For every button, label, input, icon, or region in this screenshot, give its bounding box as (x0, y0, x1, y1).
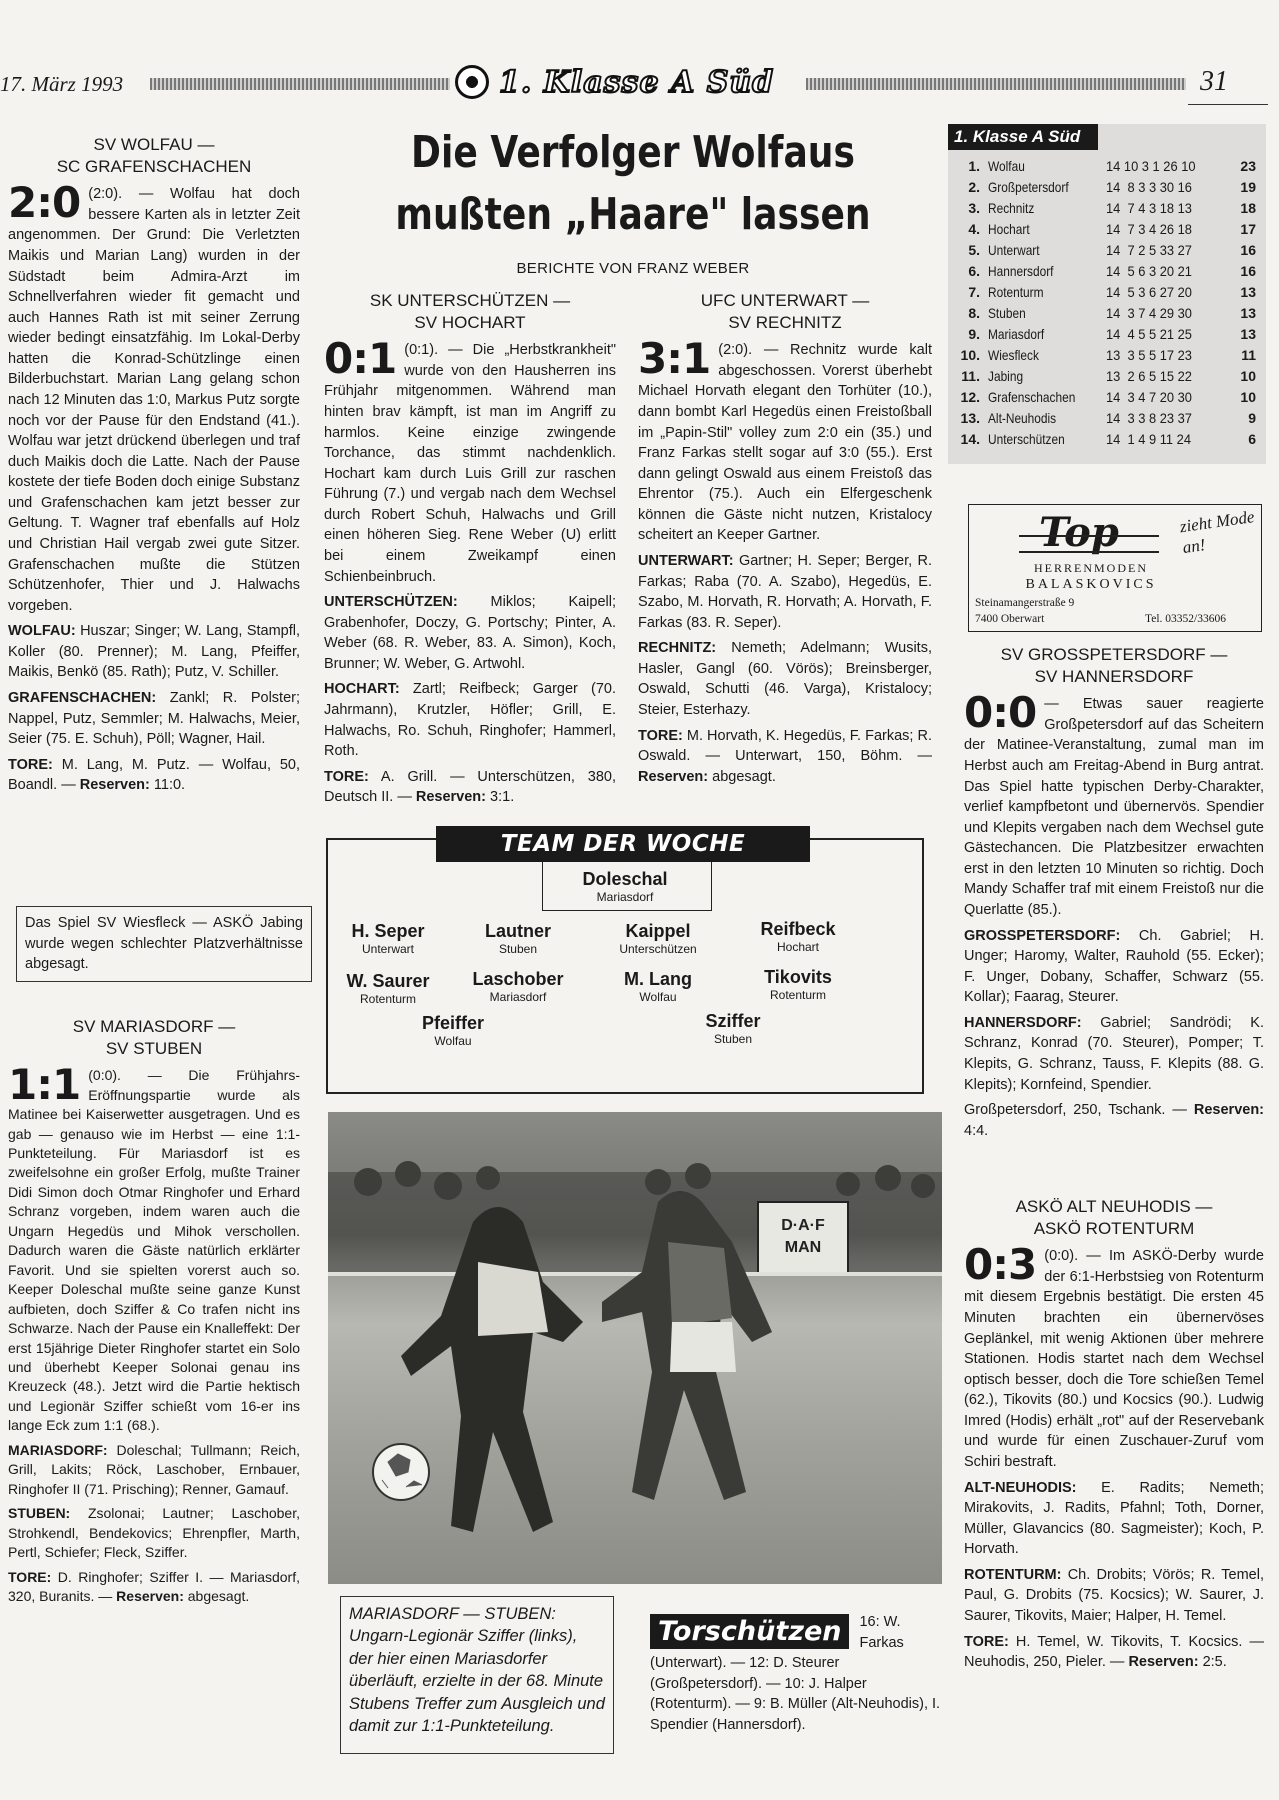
lineup: Zsolonai; Lautner; Laschober, Strohkendl, Bendekovics; Ehrenpfler, Marth, Pertl, Schiefer; Fleck, Sziffer. (8, 1505, 300, 1561)
standings-rank: 4. (968, 221, 980, 237)
lineup: E. Radits; Nemeth; Mirakovits, J. Radits, Pfahnl; Toth, Dorner, Müller, Glavancics (80. Sagmeister); Koch, P. Horvath. (964, 1479, 1265, 1558)
headline-line1: Die Verfolger Wolfaus (411, 127, 855, 178)
standings-rank: 14. (960, 431, 980, 447)
match-title (638, 290, 932, 334)
team-away: ASKÖ ROTENTURM (1033, 1219, 1195, 1239)
player-name: Pfeiffer (421, 1013, 484, 1033)
team-away: SV HANNERSDORF (1034, 667, 1194, 687)
standings-rank: 2. (968, 179, 980, 195)
standings-row (956, 282, 1260, 303)
halftime-score: (0:0). (88, 1067, 121, 1084)
report-text: — Im ASKÖ-Derby wurde der 6:1-Herbstsieg von Rotenturm mit diesem Ergebnis bestätigt. Die ersten 45 Minuten brachten ein übernervöses Geplänkel, mit wenig Aktionen über mehrere Stationen. Hodis startet nach dem Wechsel optisch besser, doch die Tore schießen Temel (62.), Tikovits (80.) und Kocsics (90.). Ludwig Imred (Hodis) erhält „rot" auf der Reservebank und wurde für einen Zuschauer-Zuruf vom Schiri bestraft. (964, 1248, 1264, 1470)
headline-block (318, 122, 948, 277)
scorers-lead: 16: W. Farkas (Unterwart). (650, 1614, 904, 1672)
lineup: Miklos; Kaipell; Grabenhofer, Doczy, G. Portschy; Pinter, A. Weber (68. R. Weber, 83. A. Simon), Koch, Brunner; W. Weber, G. Artwohl. (324, 594, 617, 672)
goals: M. Lang, M. Putz. — Wolfau, 50, Boandl. — (8, 756, 300, 794)
standings-stats: 14 1 4 9 11 24 (1106, 431, 1191, 447)
player-name: M. Lang (624, 969, 692, 989)
standings-rank: 9. (968, 326, 980, 342)
standings-stats: 14 10 3 1 26 10 (1106, 158, 1196, 174)
standings-title-bar (948, 124, 1098, 150)
lineup: Gartner; H. Seper; Berger, R. Farkas; Raba (70. A. Szabo), Hegedüs, E. Szabo, M. Horvath, R. Horvath; A. Horvath, F. Farkas (83. R. Seper). (638, 552, 932, 631)
player-name: Lautner (484, 921, 551, 941)
standings-row (956, 303, 1260, 324)
standings-team: Wolfau (988, 158, 1025, 174)
standings-stats: 13 2 6 5 15 22 (1106, 368, 1192, 384)
standings-rank: 3. (968, 200, 980, 216)
team-of-week-player (728, 966, 868, 1003)
standings-points: 11 (1241, 347, 1256, 363)
report-body (8, 178, 301, 796)
goals: D. Ringhofer; Sziffer I. — Mariasdorf, 320, Buranits. — (8, 1568, 301, 1604)
match-report-unterwart (638, 290, 932, 792)
standings-team: Unterschützen (988, 431, 1065, 447)
reserves-label: Reserven: (415, 789, 486, 806)
lineup: Huszar; Singer; W. Lang, Stampfl, Koller (80. Prenner); M. Lang, Pfeiffer, Maikis, Benkö (85. Rath); Putz, V. Schiller. (8, 623, 301, 681)
player-club: Unterwart (361, 942, 414, 956)
standings-points: 16 (1240, 242, 1256, 258)
team-of-week-player (318, 970, 458, 1007)
team-of-week-player (588, 968, 728, 1005)
lineup-label: GROSSPETERSDORF: (964, 927, 1121, 944)
team-away: SV RECHNITZ (728, 313, 842, 333)
lineup: Zankl; R. Polster; Nappel, Putz, Semmler; M. Halwachs, Meier, Seier (75. E. Schuh), Pöll; Wagner, Hail. (8, 690, 301, 748)
standings-row (956, 366, 1260, 387)
standings-stats: 14 7 3 4 26 18 (1106, 221, 1192, 237)
lineup: Zartl; Reifbeck; Garger (70. Jahrmann), Krutzler, Höfler; Grill, E. Halwachs, Ro. Schuh, Ringhofer; Hammerl, Roth. (324, 681, 617, 760)
match-title (964, 644, 1264, 688)
goals: H. Temel, W. Tikovits, T. Kocsics. — Neuhodis, 250, Pieler. — (964, 1633, 1265, 1671)
ad-logo: Top (1039, 509, 1119, 556)
reserves-label: Reserven: (1193, 1102, 1265, 1119)
player-club: Wolfau (639, 990, 677, 1004)
lineup: Doleschal; Tullmann; Reich, Grill, Lakits; Röck, Laschober, Ernbauer, Ringhofer II (71. Prisching); Renner, Gamauf. (8, 1441, 300, 1497)
team-home: SV GROSSPETERSDORF — (1000, 645, 1228, 664)
standings-points: 13 (1240, 305, 1256, 321)
standings-row (956, 156, 1260, 177)
header-rule-left (150, 78, 450, 90)
lineup-label: HANNERSDORF: (964, 1014, 1082, 1031)
final-score: 3:1 (638, 334, 711, 384)
standings-title: 1. Klasse A Süd (954, 127, 1081, 146)
goals: A. Grill. — Unterschützen, 380, Deutsch II. — (324, 768, 617, 806)
standings-rank: 11. (961, 368, 980, 384)
final-score: 0:1 (324, 334, 397, 384)
team-home: SK UNTERSCHÜTZEN — (369, 291, 571, 310)
standings-points: 19 (1240, 179, 1256, 195)
byline: BERICHTE VON FRANZ WEBER (516, 260, 750, 277)
report-text: — Die Frühjahrs-Eröffnungspartie wurde als Matinee bei Kaiserwetter ausgetragen. Und es gab — genauso wie im Herbst — eine 1:1-Punkteteilung. Für Mariasdorf ist es zweifelsohne ein großer Erfolg, mußte Trainer Didi Simon doch Otmar Ringhofer und Erhard Schranz vorgeben, indem waren auch die Ungarn Hegedüs und Mihok verschollen. Dadurch waren die Gäste natürlich erklärter Favorit. Und sie spielten vorerst auch so. Keeper Doleschal mußte seine ganze Kunst aufbieten, doch Sziffer & Co trafen nicht ins Schwarze. Nach der Pause ein Knalleffekt: Der erst 15jährige Dieter Ringhofer startet ein Solo und überhebt Keeper Solonai genau ins Kreuzeck (48.). Jetzt wird die Partie hektisch und Legionär Sziffer schießt vom 16-er ins lange Eck zum 1:1 (68.). (8, 1067, 300, 1434)
standings-row (956, 429, 1260, 450)
ad-logo-rules (1019, 535, 1159, 553)
standings-points: 9 (1248, 410, 1256, 426)
standings-stats: 14 5 3 6 27 20 (1106, 284, 1192, 300)
player-name: H. Seper (351, 921, 425, 941)
team-of-week-player (588, 920, 728, 957)
standings-rank: 8. (968, 305, 980, 321)
ad-address1: Steinamangerstraße 9 (975, 597, 1075, 609)
reserves: abgesagt. (712, 768, 776, 785)
standings-points: 6 (1248, 431, 1256, 447)
headline (375, 122, 892, 246)
lineup: Gabriel; Sandrödi; K. Schranz, Konrad (70. Steurer), Pomper; T. Klepits, G. Schranz, Tauss, F. Klepits (88. G. Klepits); Kornfeind, Spendier. (964, 1014, 1265, 1093)
player-club: Stuben (498, 942, 538, 956)
player-club: Hochart (776, 940, 820, 954)
standings-points: 13 (1240, 284, 1256, 300)
team-of-week-player (318, 920, 458, 957)
report-body (8, 1060, 301, 1606)
match-title (8, 134, 300, 178)
match-report-unterschuetzen (324, 290, 616, 813)
player-club: Rotenturm (769, 988, 827, 1002)
match-photo (328, 1112, 942, 1584)
ad-shop-line2: BALASKOVICS (1025, 577, 1157, 592)
standings-stats: 14 7 4 3 18 13 (1106, 200, 1192, 216)
player-name: Sziffer (705, 1011, 761, 1031)
standings-points: 18 (1240, 200, 1256, 216)
reserves: abgesagt. (187, 1587, 250, 1604)
lineup-label: GRAFENSCHACHEN: (8, 690, 157, 707)
photo-caption-box (340, 1596, 614, 1754)
standings-points: 10 (1240, 368, 1256, 384)
ad-slogan: zieht Mode an! (1178, 507, 1256, 558)
headline-line2: mußten „Haare" lassen (395, 189, 871, 240)
report-text: — Wolfau hat doch bessere Karten als in letzter Zeit angenommen. Der Grund: Die Verletzten Maikis und Marian Lang) wurden in der Südstadt beim Admira-Arzt im Schnellverfahren wieder fit gemacht und auch Hannes Rath ist mit seiner Zerrung wieder bedingt einsatzfähig. Im Lokal-Derby hatten die Konrad-Schützlinge einen Bilderbuchstart. Marian Lang gelang schon nach 12 Minuten das 1:0, Markus Putz sorgte noch vor der Pause für den Endstand (41.). Wolfau war jetzt drückend überlegen und traf duch Maikis doch die Latte. Nach der Pause kostete der tiefe Boden doch einige Substanz und Grafenschachen kam jetzt besser zur Geltung. T. Wagner traf ebenfalls auf Holz und Christian Hail vergab zwei gute Sitzer. Grafenschachen mußte die Stützen Schützenhofer, Thier und J. Halwachs vorgeben. (8, 186, 300, 614)
issue-date: 17. März 1993 (0, 72, 124, 96)
lineup-label: MARIASDORF: (8, 1441, 108, 1458)
lineup-label: HOCHART: (324, 681, 400, 698)
photo-illustration (328, 1112, 942, 1584)
standings-team: Großpetersdorf (988, 179, 1069, 195)
team-of-week-player (728, 918, 868, 955)
lineup: Ch. Drobits; Vörös; R. Temel, Paul, G. Drobits (75. Kocsics); W. Saurer, J. Saurer, Tikovits, Maier; Halper, H. Temel. (964, 1566, 1264, 1625)
lineup-label: ROTENTURM: (964, 1566, 1062, 1583)
match-report-mariasdorf (8, 1016, 300, 1611)
standings-points: 13 (1240, 326, 1256, 342)
team-home: SV MARIASDORF — (72, 1017, 236, 1036)
lineup: Ch. Gabriel; H. Unger; Haromy, Walter, Rauhold (55. Ecker); F. Unger, Dobany, Schaffer, Schwarz (55. Kollar); Faarag, Steurer. (964, 927, 1264, 1006)
section-title: 1. Klasse A Süd (499, 64, 775, 100)
goals-label: TORE: (638, 727, 683, 744)
standings-row (956, 219, 1260, 240)
report-body (964, 688, 1265, 1141)
football-icon (455, 65, 489, 99)
standings-stats: 14 3 4 7 20 30 (1106, 389, 1192, 405)
match-title (964, 1196, 1264, 1240)
reserves: 11:0. (153, 777, 186, 794)
standings-row (956, 408, 1260, 429)
match-report-wolfau (8, 134, 300, 801)
standings-row (956, 177, 1260, 198)
standings-rows (956, 156, 1260, 450)
player-club: Mariasdorf (596, 890, 654, 904)
standings-stats: 14 3 7 4 29 30 (1106, 305, 1192, 321)
standings-table (948, 124, 1266, 464)
standings-row (956, 324, 1260, 345)
attendance: Großpetersdorf, 250, Tschank. — (964, 1102, 1187, 1119)
standings-stats: 14 8 3 3 30 16 (1106, 179, 1192, 195)
reserves-label: Reserven: (1128, 1654, 1199, 1671)
standings-row (956, 198, 1260, 219)
team-home: ASKÖ ALT NEUHODIS — (1015, 1197, 1213, 1216)
standings-team: Mariasdorf (988, 326, 1045, 342)
goals: M. Horvath, K. Hegedüs, F. Farkas; R. Oswald. — Unterwart, 150, Böhm. — (638, 727, 932, 765)
standings-points: 16 (1240, 263, 1256, 279)
standings-rank: 10. (960, 347, 980, 363)
scorers-title: Torschützen (658, 1616, 842, 1647)
standings-team: Rechnitz (988, 200, 1035, 216)
lineup-label: ALT-NEUHODIS: (964, 1479, 1077, 1496)
team-of-week-player (448, 968, 588, 1005)
final-score: 2:0 (8, 178, 81, 228)
goals-label: TORE: (8, 1568, 52, 1585)
standings-points: 23 (1240, 158, 1256, 174)
page-header (0, 62, 1279, 106)
standings-rank: 12. (960, 389, 980, 405)
team-of-week-player (448, 920, 588, 957)
player-club: Mariasdorf (489, 990, 547, 1004)
photo-sign-2: MAN (784, 1239, 822, 1256)
header-rule-right (806, 78, 1186, 90)
player-name: Kaippel (625, 921, 691, 941)
team-away: SV STUBEN (105, 1039, 203, 1059)
standings-team: Jabing (988, 368, 1024, 384)
ad-shop-line1: HERRENMODEN (1034, 561, 1148, 575)
team-of-week-player (383, 1012, 523, 1049)
photo-caption: MARIASDORF — STUBEN: Ungarn-Legionär Sziffer (links), der hier einen Mariasdorfer überläuft, erzielte in der 68. Minute Stubens Treffer zum Ausgleich und damit zur 1:1-Punkteteilung. (349, 1605, 605, 1736)
lineup-label: RECHNITZ: (638, 640, 717, 657)
player-club: Stuben (713, 1032, 753, 1046)
player-name: Reifbeck (760, 919, 836, 939)
standings-team: Stuben (988, 305, 1026, 321)
standings-row (956, 345, 1260, 366)
standings-points: 17 (1240, 221, 1256, 237)
report-text: — Die „Herbstkrankheit" wurde von den Hausherren ins Frühjahr mitgenommen. Während man hinten brav kämpft, ist man im Angriff zu harmlos. Keine einzige zwingende Torchance, das stimmt nachdenklich. Hochart kam durch Luis Grill zur raschen Führung (7.) und vergab nach dem Wechsel durch Robert Schuh, Halwachs und Grill einen höheren Sieg. Rene Weber (U) erlitt bei einem Zweikampf einen Schienbeinbruch. (324, 342, 616, 585)
report-text: — Etwas sauer reagierte Großpetersdorf auf das Scheitern der Matinee-Veranstaltung, zumal man im Herbst auch am Freitag-Abend in Burg antrat. Das Spiel hatte typischen Derby-Charakter, verlief kampfbetont und übernervös. Spendier und Klepits vergaben nach dem Wechsel gute Gästechancen. Die Platzbesitzer erwachten erst in den letzten 10 Minuten so richtig. Doch Mandy Schaffer traf mit einem Freistoß nur die Querlatte (85.). (964, 696, 1264, 918)
report-body (324, 334, 617, 808)
player-club: Rotenturm (359, 992, 417, 1006)
standings-team: Hannersdorf (988, 263, 1054, 279)
reserves: 4:4. (964, 1122, 989, 1139)
reserves-label: Reserven: (638, 768, 709, 785)
team-home: SV WOLFAU — (93, 135, 215, 154)
match-report-neuhodis (964, 1196, 1264, 1678)
standings-team: Hochart (988, 221, 1030, 237)
team-of-week-banner (436, 826, 810, 862)
standings-row (956, 261, 1260, 282)
player-club: Wolfau (434, 1034, 472, 1048)
standings-team: Wiesfleck (988, 347, 1039, 363)
notice-text: Das Spiel SV Wiesfleck — ASKÖ Jabing wurde wegen schlechter Platzverhältnisse abgesagt. (25, 915, 303, 973)
team-away: SC GRAFENSCHACHEN (56, 157, 252, 177)
player-name: Tikovits (764, 967, 832, 987)
page-number: 31 (1200, 66, 1228, 97)
halftime-score: (2:0). (88, 186, 123, 203)
lineup-label: STUBEN: (8, 1505, 71, 1522)
standings-team: Alt-Neuhodis (988, 410, 1057, 426)
lineup-label: WOLFAU: (8, 623, 76, 640)
goals-label: TORE: (964, 1633, 1009, 1650)
goals-label: TORE: (8, 756, 53, 773)
ad-phone: Tel. 03352/33606 (1145, 613, 1226, 625)
scorers-rest: — 12: D. Steurer (Großpetersdorf). — 10: J. Halper (Rotenturm). — 9: B. Müller (Alt-Neuhodis), I. Spendier (Hannersdorf). (650, 1655, 941, 1733)
standings-stats: 14 7 2 5 33 27 (1106, 242, 1192, 258)
ad-address2: 7400 Oberwart (975, 613, 1045, 625)
standings-stats: 14 5 6 3 20 21 (1106, 263, 1192, 279)
player-name: Laschober (472, 969, 564, 989)
photo-sign: D·A·F (781, 1217, 825, 1234)
halftime-score: (2:0). (718, 342, 753, 359)
standings-team: Grafenschachen (988, 389, 1076, 405)
standings-rank: 5. (968, 242, 980, 258)
team-home: UFC UNTERWART — (700, 291, 870, 310)
top-scorers (650, 1612, 946, 1735)
lineup: Nemeth; Adelmann; Wusits, Hasler, Gangl (60. Vörös); Breinsberger, Oswald, Schutti (46. Varga), Kristalocy; Steier, Esterhazy. (638, 640, 932, 719)
player-name: W. Saurer (346, 971, 430, 991)
standings-rank: 6. (968, 263, 980, 279)
team-of-week (326, 831, 924, 1094)
cancellation-notice (16, 906, 312, 982)
final-score: 0:3 (964, 1240, 1037, 1290)
standings-row (956, 387, 1260, 408)
standings-stats: 14 4 5 5 21 25 (1106, 326, 1192, 342)
standings-team: Rotenturm (988, 284, 1044, 300)
lineup-label: UNTERWART: (638, 552, 734, 569)
scorers-banner (650, 1614, 849, 1649)
player-name: Doleschal (582, 869, 668, 889)
match-title (324, 290, 616, 334)
standings-stats: 14 3 3 8 23 37 (1106, 410, 1192, 426)
halftime-score: (0:1). (404, 342, 439, 359)
reserves: 2:5. (1202, 1654, 1227, 1671)
standings-stats: 13 3 5 5 17 23 (1106, 347, 1192, 363)
standings-row (956, 240, 1260, 261)
goals-label: TORE: (324, 768, 369, 785)
report-text: — Rechnitz wurde kalt abgeschossen. Vorerst überhebt Michael Horvath elegant den Torhüter (10.), dann bombt Karl Hegedüs einen Freistoßball im „Papin-Stil" volley zum 2:0 ein (35.) und Franz Farkas stellt sogar auf 3:0 (55.). Erst dann gelingt Oswald aus einem Freistoß das Ehrentor (75.). Auch ein Elfergeschenk können die Gäste nicht nutzen, Kristalocy scheitert an Keeper Gartner. (638, 342, 932, 544)
standings-points: 10 (1240, 389, 1256, 405)
report-body (638, 334, 932, 787)
report-body (964, 1240, 1265, 1673)
standings-team: Unterwart (988, 242, 1040, 258)
lineup-label: UNTERSCHÜTZEN: (324, 594, 458, 611)
standings-rank: 7. (968, 284, 980, 300)
standings-rank: 1. (968, 158, 980, 174)
player-club: Unterschützen (619, 942, 697, 956)
halftime-score: (0:0). (1044, 1248, 1079, 1265)
advertisement (968, 504, 1262, 632)
match-report-grosspetersdorf (964, 644, 1264, 1146)
final-score: 1:1 (8, 1060, 81, 1110)
team-of-week-player (555, 868, 695, 905)
team-of-week-player (663, 1010, 803, 1047)
reserves: 3:1. (490, 789, 515, 806)
team-away: SV HOCHART (414, 313, 526, 333)
header-underline (1188, 104, 1268, 105)
match-title (8, 1016, 300, 1060)
reserves-label: Reserven: (116, 1587, 184, 1604)
section-banner (455, 64, 800, 100)
team-of-week-title: TEAM DER WOCHE (500, 831, 746, 857)
standings-rank: 13. (960, 410, 980, 426)
final-score: 0:0 (964, 688, 1037, 738)
reserves-label: Reserven: (79, 777, 150, 794)
